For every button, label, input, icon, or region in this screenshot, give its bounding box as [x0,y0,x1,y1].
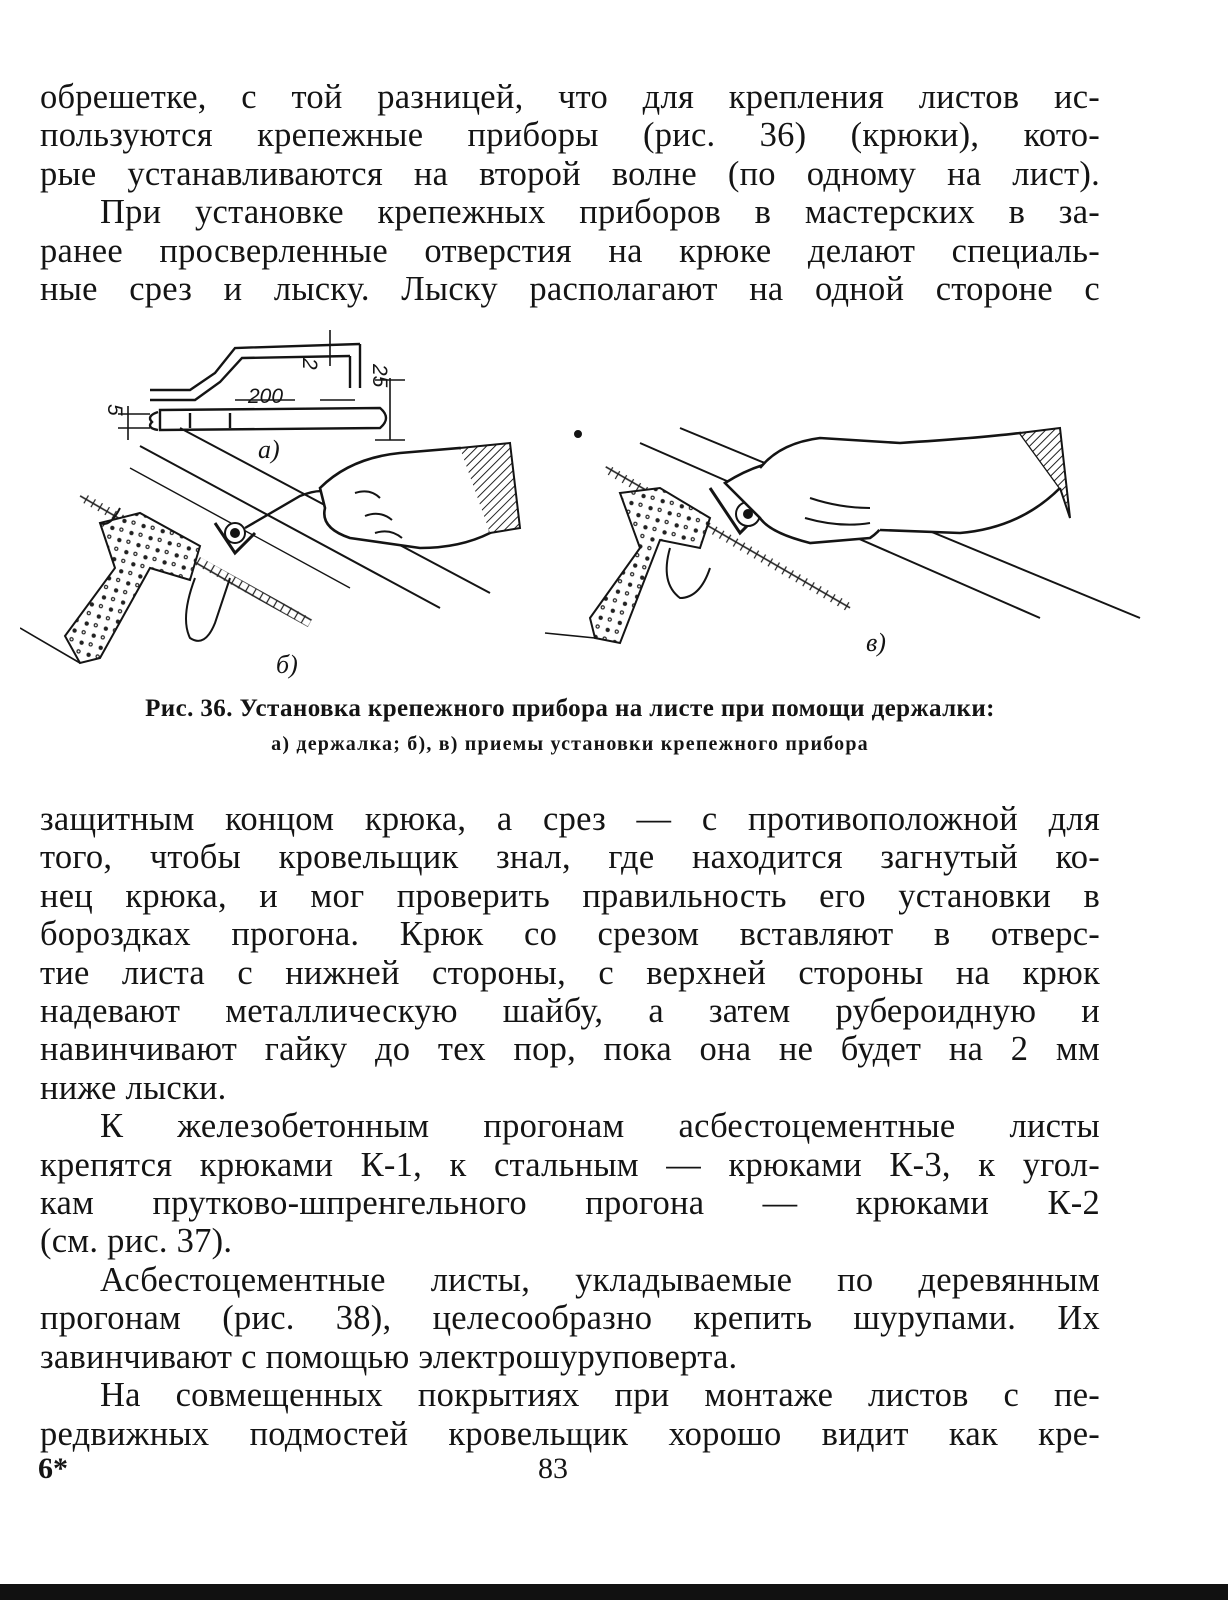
paragraph [40,800,1100,1107]
text-line: При установке крепежных приборов в мастерских в за- [100,193,1100,232]
text-line: ранее просверленные отверстия на крюке делают специаль- [40,231,1100,270]
figure-caption-subtitle: а) держалка; б), в) приемы установки крепежного прибора [271,733,869,755]
paragraph [40,193,1100,308]
paragraph [40,78,1100,193]
text-line: защитным концом крюка, а срез — с противоположной для [40,800,1100,838]
text-line: прогонам (рис. 38), целесообразно крепить шурупами. Их [40,1299,1100,1338]
label-a: а) [258,435,280,464]
text-line: тие листа с нижней стороны, с верхней стороны на крюк [40,953,1100,992]
signature-mark: 6* [38,1452,68,1485]
text-line: К железобетонным прогонам асбестоцементные листы [100,1107,1100,1146]
figure-illustration [20,318,1180,688]
dimension-offset: 2 [298,358,321,370]
text-line: пользуются крепежные приборы (рис. 36) (крюки), кото- [40,116,1100,155]
paragraph [40,1107,1100,1261]
text-line: обрешетке, с той разницей, что для крепления листов ис- [40,78,1100,116]
top-text [40,78,1100,308]
text-line: Асбестоцементные листы, укладываемые по деревянным [100,1260,1100,1299]
text-line: рые устанавливаются на второй волне (по одному на лист). [40,154,1100,193]
paragraph [40,1376,1100,1453]
dimension-length: 200 [248,385,284,408]
text-line: На совмещенных покрытиях при монтаже листов с пе- [100,1376,1100,1415]
text-line: бороздках прогона. Крюк со срезом вставляют в отверс- [40,915,1100,954]
text-line: (см. рис. 37). [40,1222,233,1261]
installation-scene-v [545,428,1140,643]
bottom-text [40,800,1100,1453]
text-line: завинчивают с помощью электрошуруповерта. [40,1337,738,1376]
figure-caption-title: Рис. 36. Установка крепежного прибора на листе при помощи держалки: [145,695,995,722]
text-line: крепятся крюками К-1, к стальным — крюками К-3, к угол- [40,1145,1100,1184]
text-line: навинчивают гайку до тех пор, пока она не будет на 2 мм [40,1030,1100,1069]
label-v: в) [866,628,886,657]
dimension-height: 25 [368,364,391,388]
text-line: ниже лыски. [40,1068,227,1107]
text-line: кам прутково-шпренгельного прогона — крюками К-2 [40,1184,1100,1223]
figure-36 [20,318,1180,688]
scan-bottom-edge [0,1584,1228,1600]
text-line: нец крюка, и мог проверить правильность его установки в [40,876,1100,915]
page-number: 83 [538,1452,568,1485]
paragraph [40,1261,1100,1376]
text-line: того, чтобы кровельщик знал, где находится загнутый ко- [40,838,1100,877]
text-line: редвижных подмостей кровельщик хорошо видит как кре- [40,1414,1100,1453]
label-b: б) [276,650,298,679]
dimension-thickness: 5 [103,404,126,416]
text-line: ные срез и лыску. Лыску располагают на одной стороне с [40,270,1100,309]
text-line: надевают металлическую шайбу, а затем рубероидную и [40,992,1100,1031]
